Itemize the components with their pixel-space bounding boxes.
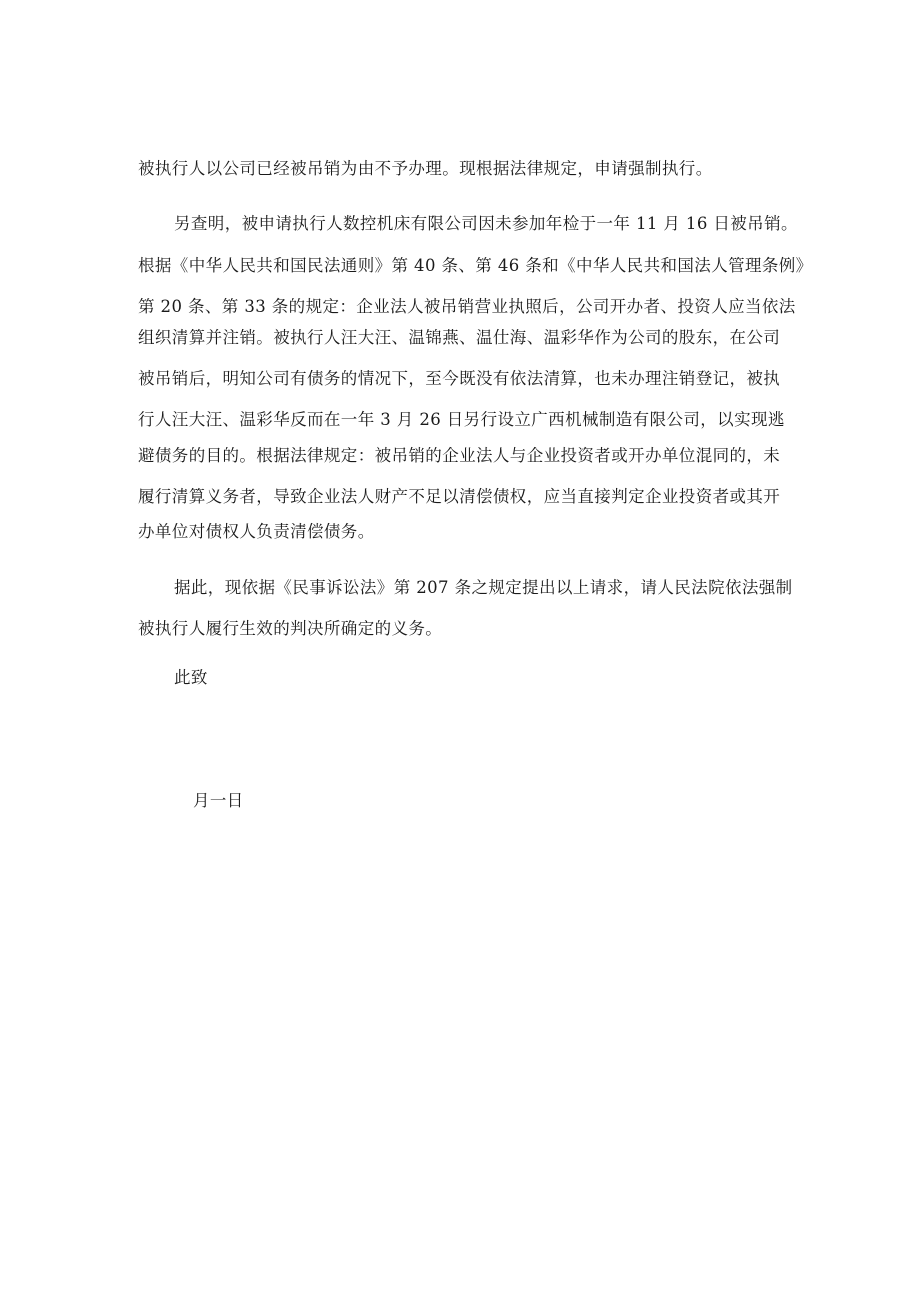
paragraph-2-line-6: 行人汪大汪、温彩华反而在一年 3 月 26 日另行设立广西机械制造有限公司，以实现逃 (138, 410, 785, 429)
paragraph-2-line-9: 办单位对债权人负责清偿债务。 (138, 522, 375, 541)
paragraph-2-line-1: 另查明，被申请执行人数控机床有限公司因未参加年检于一年 11 月 16 日被吊销。 (174, 214, 798, 233)
paragraph-2-line-2: 根据《中华人民共和国民法通则》第 40 条、第 46 条和《中华人民共和国法人管理条例》 (138, 256, 813, 275)
paragraph-3-line-2: 被执行人履行生效的判决所确定的义务。 (138, 619, 443, 638)
paragraph-3-line-1: 据此，现依据《民事诉讼法》第 207 条之规定提出以上请求，请人民法院依法强制 (174, 578, 793, 597)
paragraph-2-line-4: 组织清算并注销。被执行人汪大汪、温锦燕、温仕海、温彩华作为公司的股东，在公司 (138, 328, 781, 347)
paragraph-1-line-1: 被执行人以公司已经被吊销为由不予办理。现根据法律规定，申请强制执行。 (138, 159, 713, 178)
paragraph-2-line-3: 第 20 条、第 33 条的规定：企业法人被吊销营业执照后，公司开办者、投资人应当依法 (138, 297, 796, 316)
paragraph-2-line-5: 被吊销后，明知公司有债务的情况下，至今既没有依法清算，也未办理注销登记，被执 (138, 369, 781, 388)
paragraph-2-line-8: 履行清算义务者，导致企业法人财产不足以清偿债权，应当直接判定企业投资者或其开 (138, 487, 781, 506)
closing-salutation: 此致 (174, 668, 208, 687)
paragraph-2-line-7: 避债务的目的。根据法律规定：被吊销的企业法人与企业投资者或开办单位混同的，未 (138, 446, 781, 465)
date-line: 月一日 (193, 791, 244, 810)
